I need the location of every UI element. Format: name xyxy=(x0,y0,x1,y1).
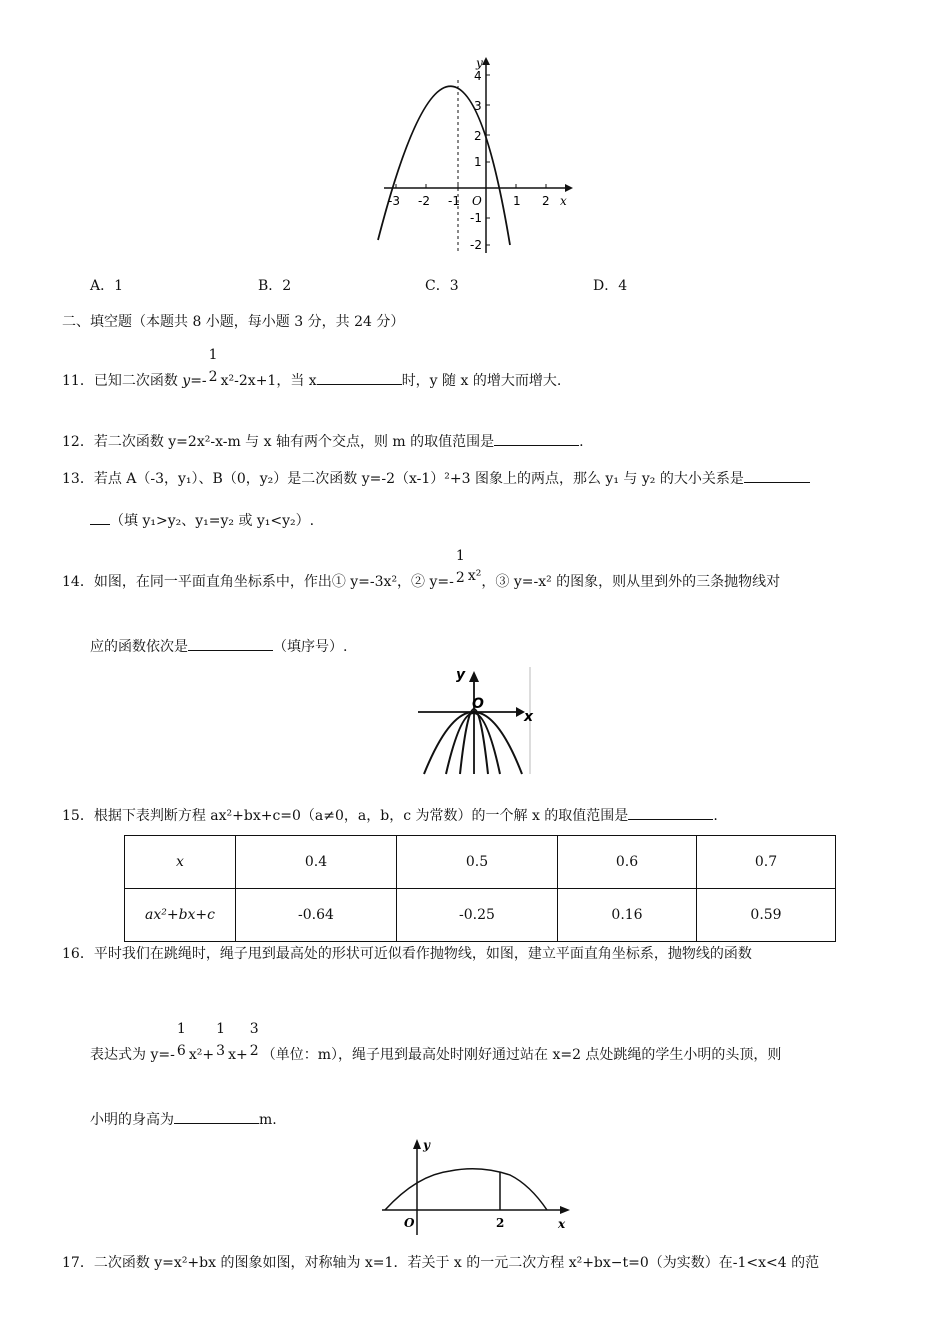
q11-fn: y=- xyxy=(182,373,207,389)
graph1-ytick: -1 xyxy=(470,211,482,225)
q16-text2c: x+ xyxy=(228,1047,248,1063)
q15-num: 15． xyxy=(62,808,94,824)
graph1-xtick: 2 xyxy=(542,194,550,208)
graph1-xtick: -2 xyxy=(418,194,430,208)
q12-text: 若二次函数 y=2x²-x-m 与 x 轴有两个交点，则 m 的取值范围是 xyxy=(93,434,495,450)
graph3-origin: O xyxy=(404,1216,415,1230)
q14-text2b: （填序号）. xyxy=(273,639,348,655)
q14-text1c: ，③ y=-x² 的图象，则从里到外的三条抛物线对 xyxy=(481,574,781,590)
table-cell: x xyxy=(125,836,236,889)
graph1-y-label: y xyxy=(476,56,483,70)
rope-parabola-graph xyxy=(380,1135,575,1240)
q12-blank[interactable] xyxy=(494,433,579,446)
table-cell: 0.59 xyxy=(697,889,836,942)
option-c: C．3 xyxy=(425,278,459,294)
q16-text2a: 表达式为 y=- xyxy=(90,1047,175,1063)
q16-fraction-1: 1 6 xyxy=(176,1021,186,1059)
graph1-ytick: 4 xyxy=(474,69,482,83)
value-table xyxy=(124,835,836,942)
table-cell: ax²+bx+c xyxy=(125,889,236,942)
graph1-ytick: -2 xyxy=(470,238,482,252)
question-16-line3 xyxy=(90,1109,277,1129)
graph1-origin: O xyxy=(472,194,482,208)
q13-text2: （填 y₁>y₂、y₁=y₂ 或 y₁<y₂）. xyxy=(110,513,315,529)
q13-num: 13． xyxy=(62,471,94,487)
q16-fraction-3: 3 2 xyxy=(249,1021,259,1059)
q11-blank[interactable] xyxy=(317,372,402,385)
question-15 xyxy=(62,805,718,825)
q14-blank[interactable] xyxy=(188,638,273,651)
q16-text2d: （单位：m），绳子甩到最高处时刚好通过站在 x=2 点处跳绳的学生小明的头顶，则 xyxy=(261,1047,782,1063)
q14-text1a: 如图，在同一平面直角坐标系中，作出① y=-3x²，② y=- xyxy=(93,574,454,590)
q16-text1: 平时我们在跳绳时，绳子甩到最高处的形状可近似看作抛物线，如图，建立平面直角坐标系，抛物线的函数 xyxy=(93,946,752,962)
option-d: D．4 xyxy=(593,278,628,294)
question-13-line2 xyxy=(90,510,314,530)
q17-num: 17． xyxy=(62,1255,94,1271)
graph1-xtick: 1 xyxy=(513,194,521,208)
q14-num: 14． xyxy=(62,574,94,590)
option-a: A．1 xyxy=(90,278,124,294)
q11-tail: 时，y 随 x 的增大而增大. xyxy=(401,373,562,389)
table-cell: -0.25 xyxy=(397,889,558,942)
graph1-ytick: 1 xyxy=(474,155,482,169)
q14-text1b: x² xyxy=(467,568,482,584)
q13-blank[interactable] xyxy=(744,470,810,483)
question-12 xyxy=(62,431,584,451)
graph2-x-label: x xyxy=(524,709,534,725)
question-17 xyxy=(62,1252,819,1272)
q12-tail: . xyxy=(579,434,584,450)
q15-text: 根据下表判断方程 ax²+bx+c=0（a≠0，a，b，c 为常数）的一个解 x 的取值范围是 xyxy=(93,808,629,824)
table-row xyxy=(125,836,836,889)
graph2-y-label: y xyxy=(456,667,466,683)
q16-blank[interactable] xyxy=(174,1111,259,1124)
q13-text: 若点 A（-3，y₁）、B（0，y₂）是二次函数 y=-2（x-1）²+3 图象上的两点，那么 y₁ 与 y₂ 的大小关系是 xyxy=(93,471,744,487)
question-11 xyxy=(62,347,562,390)
q17-text: 二次函数 y=x²+bx 的图象如图，对称轴为 x=1．若关于 x 的一元二次方程 x²+bx−t=0（为实数）在-1<x<4 的范 xyxy=(93,1255,820,1271)
question-16-line2 xyxy=(90,1021,782,1064)
q16-fraction-2: 1 3 xyxy=(216,1021,225,1059)
q16-text2b: x²+ xyxy=(188,1047,215,1063)
graph1-ytick: 2 xyxy=(474,129,482,143)
graph1-ytick: 3 xyxy=(474,99,482,113)
table-cell: 0.5 xyxy=(397,836,558,889)
q15-blank[interactable] xyxy=(628,807,713,820)
parabola-graph-1 xyxy=(370,45,580,260)
table-row xyxy=(125,889,836,942)
q14-text2: 应的函数依次是 xyxy=(90,639,188,655)
table-cell: 0.4 xyxy=(236,836,397,889)
graph1-xtick: -1 xyxy=(448,194,460,208)
table-cell: -0.64 xyxy=(236,889,397,942)
graph1-x-label: x xyxy=(560,194,567,208)
q16-text3b: m. xyxy=(259,1112,277,1128)
table-cell: 0.16 xyxy=(558,889,697,942)
q15-tail: . xyxy=(713,808,718,824)
graph3-tick: 2 xyxy=(496,1216,505,1230)
question-14-line2 xyxy=(90,636,347,656)
q13-blank-cont[interactable] xyxy=(90,512,110,525)
q11-fraction: 1 2 xyxy=(208,347,218,385)
question-14 xyxy=(62,548,781,591)
q12-num: 12． xyxy=(62,434,94,450)
graph3-y-label: y xyxy=(423,1138,430,1152)
q16-num: 16． xyxy=(62,946,94,962)
q11-num: 11． xyxy=(62,373,94,389)
table-cell: 0.7 xyxy=(697,836,836,889)
option-b: B．2 xyxy=(258,278,292,294)
section-heading: 二、填空题（本题共 8 小题，每小题 3 分，共 24 分） xyxy=(62,314,405,330)
parabola-graph-2 xyxy=(412,662,542,777)
question-13 xyxy=(62,468,810,488)
q11-post: x²-2x+1，当 x xyxy=(220,373,317,389)
table-cell: 0.6 xyxy=(558,836,697,889)
q11-pre: 已知二次函数 xyxy=(93,373,183,389)
q14-fraction: 1 2 xyxy=(455,548,465,586)
graph2-origin: O xyxy=(472,696,484,712)
question-16 xyxy=(62,943,752,963)
q16-text3: 小明的身高为 xyxy=(90,1112,174,1128)
graph1-xtick: -3 xyxy=(388,194,400,208)
graph3-x-label: x xyxy=(558,1217,566,1231)
